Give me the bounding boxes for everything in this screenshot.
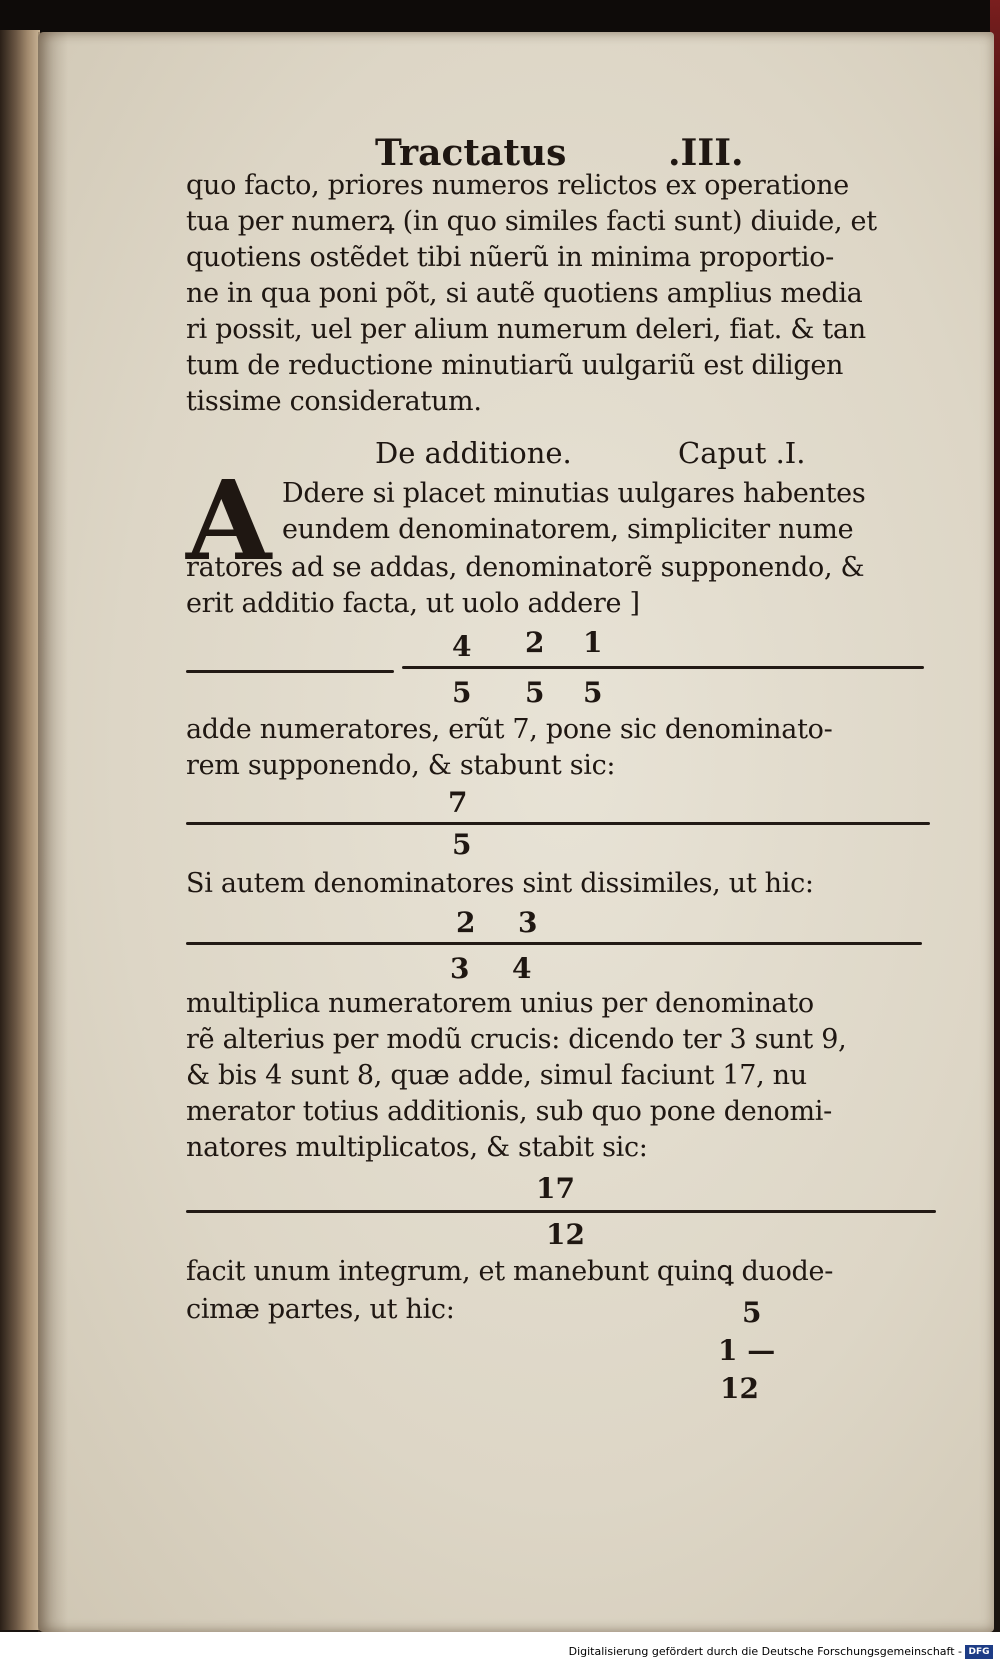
page-header-title: Tractatus [375, 132, 567, 174]
section-title: De additione. [375, 436, 572, 470]
text-line: & bis 4 sunt 8, quæ adde, simul faciunt 17, nu [186, 1060, 807, 1091]
fraction-rule [186, 942, 922, 945]
fraction-numerator: 2 [456, 906, 476, 939]
fraction-numerator: 5 [742, 1296, 762, 1329]
fraction-denominator: 5 [452, 828, 472, 861]
mixed-number-whole: 1 — [718, 1334, 776, 1367]
book-cover-edge [0, 30, 40, 1630]
fraction-numerator: 1 [583, 626, 603, 659]
scan-background [0, 0, 1000, 34]
text-line: ne in qua poni põt, si autẽ quotiens amplius media [186, 278, 863, 309]
fraction-denominator: 12 [546, 1218, 585, 1251]
text-line: adde numeratores, erũt 7, pone sic denominato- [186, 714, 833, 745]
fraction-rule [402, 666, 924, 669]
drop-capital: A [186, 456, 272, 585]
text-line: cimæ partes, ut hic: [186, 1294, 455, 1325]
text-line: tissime consideratum. [186, 386, 482, 417]
fraction-numerator: 7 [448, 786, 468, 819]
page-header-number: .III. [668, 132, 744, 174]
fraction-rule [186, 822, 930, 825]
fraction-rule [186, 1210, 936, 1213]
text-line: facit unum integrum, et manebunt quinꝗ duode- [186, 1256, 834, 1287]
text-line: ratores ad se addas, denominatorẽ supponendo, & [186, 552, 865, 583]
text-line: tum de reductione minutiarũ uulgariũ est diligen [186, 350, 844, 381]
text-line: tua per numerꝝ (in quo similes facti sunt) diuide, et [186, 206, 877, 237]
text-line: multiplica numeratorem unius per denominato [186, 988, 814, 1019]
text-line: ri possit, uel per alium numerum deleri, fiat. & tan [186, 314, 866, 345]
text-line: natores multiplicatos, & stabit sic: [186, 1132, 648, 1163]
fraction-denominator: 12 [720, 1372, 759, 1405]
fraction-rule [186, 670, 394, 673]
dfg-logo: DFG [964, 1644, 994, 1660]
fraction-denominator: 5 [525, 676, 545, 709]
fraction-denominator: 5 [583, 676, 603, 709]
text-line: rem supponendo, & stabunt sic: [186, 750, 616, 781]
fraction-numerator: 17 [536, 1172, 575, 1205]
fraction-denominator: 3 [450, 952, 470, 985]
text-line: merator totius additionis, sub quo pone denomi- [186, 1096, 832, 1127]
text-line: erit additio facta, ut uolo addere ] [186, 588, 640, 619]
text-line: Si autem denominatores sint dissimiles, ut hic: [186, 868, 814, 899]
fraction-denominator: 5 [452, 676, 472, 709]
section-caput: Caput .I. [678, 436, 806, 470]
text-line: rẽ alterius per modũ crucis: dicendo ter 3 sunt 9, [186, 1024, 847, 1055]
page-gutter-shadow [38, 32, 68, 1632]
text-line: quo facto, priores numeros relictos ex operatione [186, 170, 849, 201]
fraction-numerator: 3 [518, 906, 538, 939]
footer-credit: Digitalisierung gefördert durch die Deutsche Forschungsgemeinschaft - [568, 1645, 962, 1658]
text-line: eundem denominatorem, simpliciter nume [282, 514, 854, 545]
fraction-numerator: 2 [525, 626, 545, 659]
text-line: quotiens ostẽdet tibi nũerũ in minima proportio- [186, 242, 834, 273]
fraction-denominator: 4 [512, 952, 532, 985]
text-line: Ddere si placet minutias uulgares habentes [282, 478, 866, 509]
fraction-numerator: 4 [452, 630, 472, 663]
